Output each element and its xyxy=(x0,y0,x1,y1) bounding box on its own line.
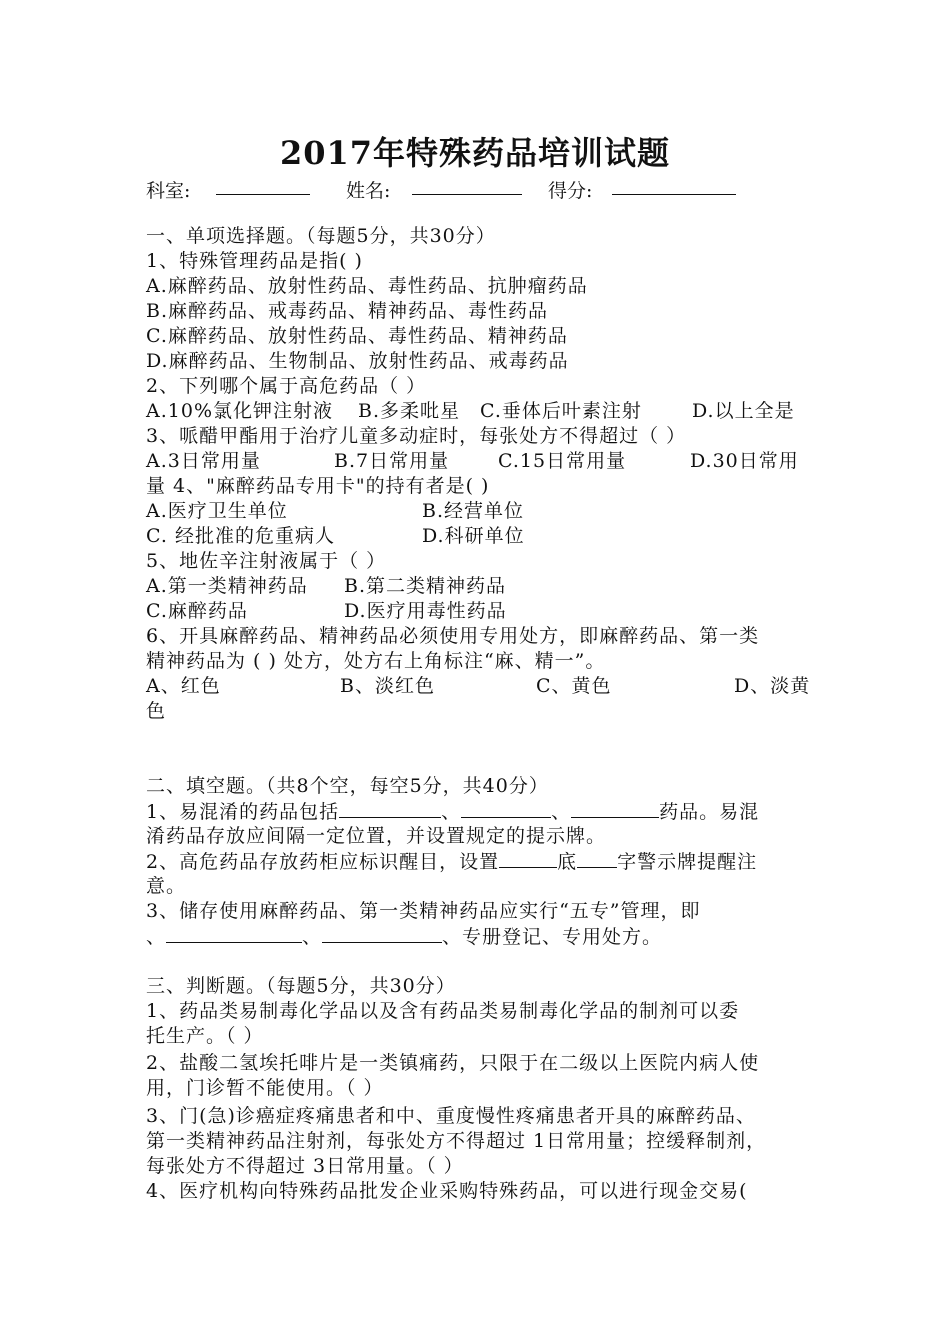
dept-label: 科室: xyxy=(146,180,191,202)
q3-stem: 3、哌醋甲酯用于治疗儿童多动症时，每张处方不得超过（ ） xyxy=(146,425,687,447)
fill-q1-blank1[interactable] xyxy=(339,799,441,818)
judge-q3-line3: 每张处方不得超过 3日常用量。（ ） xyxy=(146,1155,464,1177)
fill-q3-blank1[interactable] xyxy=(166,924,302,943)
q3-option-b: B.7日常用量 xyxy=(334,450,450,472)
q6-option-b: B、淡红色 xyxy=(340,675,435,697)
q5-stem: 5、地佐辛注射液属于（ ） xyxy=(146,550,387,572)
fill-q2-line1 xyxy=(146,849,757,874)
q3-tail-q4-stem: 量 4、"麻醉药品专用卡"的持有者是( ) xyxy=(146,475,490,497)
header-fields xyxy=(146,176,846,204)
fill-q3-suffix: 、专册登记、专用处方。 xyxy=(442,926,663,948)
score-label: 得分: xyxy=(548,180,593,202)
fill-q2-line2: 意。 xyxy=(146,875,187,897)
fill-q2-blank2[interactable] xyxy=(577,849,617,868)
judge-q4-line1: 4、医疗机构向特殊药品批发企业采购特殊药品，可以进行现金交易( xyxy=(146,1180,748,1202)
q4-option-c: C. 经批准的危重病人 xyxy=(146,525,335,547)
judge-q2-line2: 用，门诊暂不能使用。（ ） xyxy=(146,1077,384,1099)
page-title: 2017年特殊药品培训试题 xyxy=(279,134,671,172)
q6-option-c: C、黄色 xyxy=(536,675,612,697)
name-label: 姓名: xyxy=(346,180,391,202)
judge-q1-line1: 1、药品类易制毒化学品以及含有药品类易制毒化学品的制剂可以委 xyxy=(146,1000,740,1022)
q6-stem-line2: 精神药品为 ( ) 处方，处方右上角标注“麻、精一”。 xyxy=(146,650,606,672)
fill-q3-sep0: 、 xyxy=(146,926,167,948)
fill-q1-line2: 淆药品存放应间隔一定位置，并设置规定的提示牌。 xyxy=(146,825,607,847)
section2-heading: 二、填空题。（共8个空，每空5分，共40分） xyxy=(146,775,549,797)
fill-q2-mid: 底 xyxy=(557,851,578,873)
q4-option-d: D.科研单位 xyxy=(422,525,525,547)
fill-q3-line1: 3、储存使用麻醉药品、第一类精神药品应实行“五专”管理，即 xyxy=(146,900,701,922)
q2-option-c: C.垂体后叶素注射 xyxy=(480,400,642,422)
q6-stem-line1: 6、开具麻醉药品、精神药品必须使用专用处方，即麻醉药品、第一类 xyxy=(146,625,760,647)
section3-heading: 三、判断题。（每题5分，共30分） xyxy=(146,975,456,997)
fill-q3-sep1: 、 xyxy=(302,926,323,948)
q2-option-a: A.10%氯化钾注射液 xyxy=(146,400,333,422)
fill-q1-sep1: 、 xyxy=(441,801,462,823)
q4-option-b: B.经营单位 xyxy=(422,500,525,522)
judge-q3-line1: 3、门(急)诊癌症疼痛患者和中、重度慢性疼痛患者开具的麻醉药品、 xyxy=(146,1105,756,1127)
fill-q1-blank3[interactable] xyxy=(571,799,659,818)
q1-stem: 1、特殊管理药品是指( ) xyxy=(146,250,363,272)
q6-option-d-tail: 色 xyxy=(146,700,167,722)
q3-option-a: A.3日常用量 xyxy=(146,450,261,472)
fill-q3-blank2[interactable] xyxy=(322,924,442,943)
q4-option-a: A.医疗卫生单位 xyxy=(146,500,288,522)
judge-q3-line2: 第一类精神药品注射剂，每张处方不得超过 1日常用量；控缓释制剂， xyxy=(146,1130,767,1152)
q6-option-d: D、淡黄 xyxy=(734,675,811,697)
fill-q2-suffix: 字警示牌提醒注 xyxy=(617,851,758,873)
q1-option-a: A.麻醉药品、放射性药品、毒性药品、抗肿瘤药品 xyxy=(146,275,588,297)
section1-heading: 一、单项选择题。（每题5分，共30分） xyxy=(146,225,496,247)
fill-q1-suffix: 药品。易混 xyxy=(659,801,760,823)
q3-option-d: D.30日常用 xyxy=(690,450,799,472)
q2-stem: 2、下列哪个属于高危药品（ ） xyxy=(146,375,427,397)
q2-option-d: D.以上全是 xyxy=(692,400,795,422)
judge-q2-line1: 2、盐酸二氢埃托啡片是一类镇痛药，只限于在二级以上医院内病人使 xyxy=(146,1052,760,1074)
q1-option-c: C.麻醉药品、放射性药品、毒性药品、精神药品 xyxy=(146,325,568,347)
q2-option-b: B.多柔吡星 xyxy=(358,400,461,422)
q5-option-b: B.第二类精神药品 xyxy=(344,575,507,597)
fill-q1-prefix: 1、易混淆的药品包括 xyxy=(146,801,340,823)
fill-q3-line2 xyxy=(146,924,662,949)
q3-option-c: C.15日常用量 xyxy=(498,450,627,472)
q6-option-a: A、红色 xyxy=(146,675,221,697)
fill-q1-sep2: 、 xyxy=(551,801,572,823)
q5-option-a: A.第一类精神药品 xyxy=(146,575,308,597)
q5-option-d: D.医疗用毒性药品 xyxy=(344,600,507,622)
judge-q1-line2: 托生产。（ ） xyxy=(146,1025,264,1047)
fill-q1-line1 xyxy=(146,799,759,824)
fill-q2-prefix: 2、高危药品存放药柜应标识醒目，设置 xyxy=(146,851,500,873)
q1-option-b: B.麻醉药品、戒毒药品、精神药品、毒性药品 xyxy=(146,300,549,322)
fill-q2-blank1[interactable] xyxy=(499,849,557,868)
q1-option-d: D.麻醉药品、生物制品、放射性药品、戒毒药品 xyxy=(146,350,569,372)
q5-option-c: C.麻醉药品 xyxy=(146,600,248,622)
fill-q1-blank2[interactable] xyxy=(461,799,551,818)
